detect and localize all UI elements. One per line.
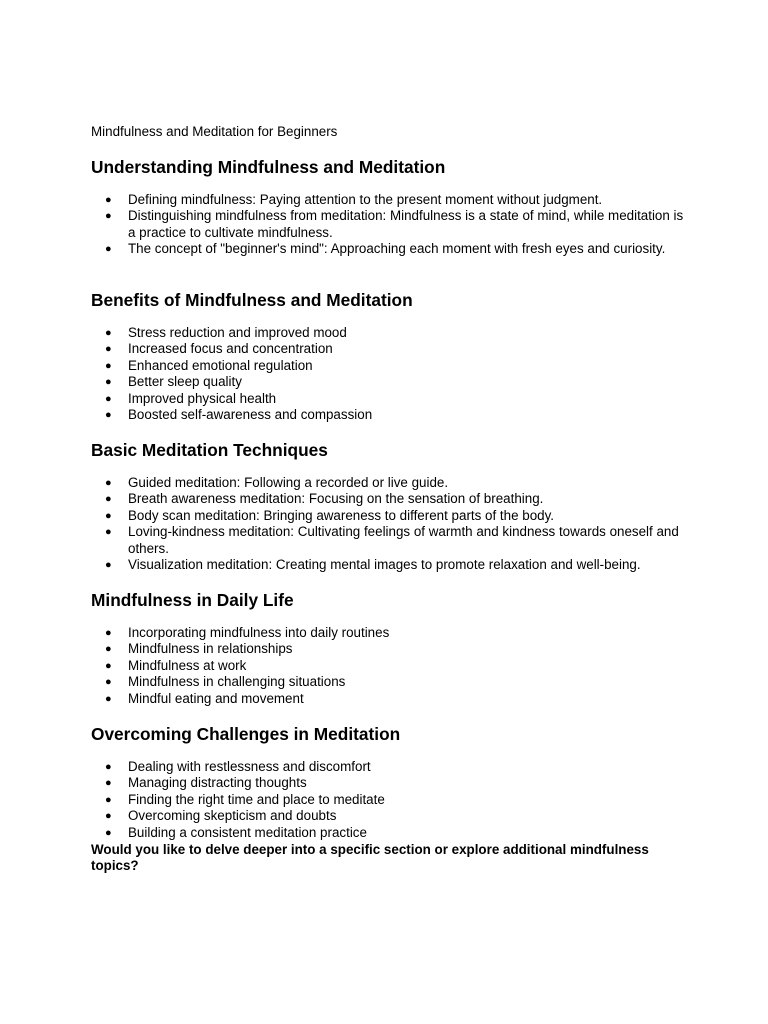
- bullet-icon: ●: [105, 376, 112, 389]
- list-item: [91, 691, 691, 707]
- list-item-text: Overcoming skepticism and doubts: [128, 808, 337, 824]
- bullet-list: [91, 759, 691, 841]
- list-item: [91, 825, 691, 841]
- list-item-text: Stress reduction and improved mood: [128, 325, 347, 340]
- list-item-text: Distinguishing mindfulness from meditation: Mindfulness is a state of mind, while meditation is a practice to cultivate mindfulness.: [128, 208, 684, 240]
- bullet-icon: ●: [105, 343, 112, 356]
- list-item-text: Guided meditation: Following a recorded or live guide.: [128, 475, 449, 490]
- bullet-icon: ●: [105, 692, 112, 705]
- section-understanding: [91, 156, 691, 258]
- bullet-list: [91, 192, 691, 258]
- bullet-icon: ●: [105, 659, 112, 672]
- list-item-text: Managing distracting thoughts: [128, 775, 307, 791]
- section-heading: Basic Meditation Techniques: [91, 440, 328, 460]
- list-item-text: Defining mindfulness: Paying attention to the present moment without judgment.: [128, 192, 603, 207]
- bullet-list: [91, 625, 691, 707]
- section-heading: Mindfulness in Daily Life: [91, 590, 294, 610]
- bullet-list: [91, 475, 691, 573]
- section-daily-life: [91, 589, 691, 707]
- section-heading: Benefits of Mindfulness and Meditation: [91, 290, 413, 310]
- list-item: [91, 792, 691, 808]
- list-item: [91, 524, 691, 557]
- section-benefits: [91, 289, 691, 423]
- list-item: [91, 325, 691, 341]
- list-item: [91, 491, 691, 507]
- list-item-text: Enhanced emotional regulation: [128, 357, 313, 373]
- list-item: [91, 192, 691, 208]
- list-item-text: Improved physical health: [128, 390, 277, 406]
- list-item-text: Breath awareness meditation: Focusing on the sensation of breathing.: [128, 491, 544, 507]
- list-item: [91, 374, 691, 390]
- list-item: [91, 341, 691, 357]
- list-item: [91, 241, 691, 257]
- list-item: [91, 475, 691, 491]
- bullet-icon: ●: [105, 327, 112, 339]
- bullet-icon: ●: [105, 761, 112, 773]
- section-techniques: [91, 439, 691, 573]
- list-item-text: Loving-kindness meditation: Cultivating feelings of warmth and kindness towards oneself and others.: [128, 524, 679, 556]
- list-item-text: Body scan meditation: Bringing awareness to different parts of the body.: [128, 507, 555, 523]
- list-item: [91, 641, 691, 657]
- list-item-text: Mindfulness at work: [128, 657, 247, 673]
- bullet-icon: ●: [105, 676, 112, 689]
- list-item: [91, 759, 691, 775]
- list-item: [91, 625, 691, 641]
- list-item-text: Visualization meditation: Creating mental images to promote relaxation and well-being.: [128, 557, 641, 573]
- list-item-text: Mindfulness in challenging situations: [128, 674, 346, 690]
- bullet-icon: ●: [105, 643, 112, 656]
- list-item: [91, 557, 691, 573]
- section-heading: Overcoming Challenges in Meditation: [91, 724, 401, 744]
- list-item-text: Boosted self-awareness and compassion: [128, 407, 373, 423]
- bullet-list: [91, 325, 691, 423]
- list-item: [91, 674, 691, 690]
- list-item-text: Increased focus and concentration: [128, 341, 333, 357]
- section-heading: Understanding Mindfulness and Meditation: [91, 157, 446, 177]
- bullet-icon: ●: [105, 810, 112, 823]
- list-item-text: Better sleep quality: [128, 374, 242, 390]
- list-item: [91, 407, 691, 423]
- list-item-text: Mindfulness in relationships: [128, 641, 293, 657]
- list-item-text: The concept of "beginner's mind": Approaching each moment with fresh eyes and curiosity.: [128, 241, 666, 257]
- bullet-icon: ●: [105, 392, 112, 405]
- closing-question: Would you like to delve deeper into a specific section or explore additional mindfulness topics?: [91, 842, 649, 874]
- section-challenges: [91, 723, 691, 841]
- list-item: [91, 508, 691, 524]
- document-title: Mindfulness and Meditation for Beginners: [91, 124, 338, 139]
- bullet-icon: ●: [105, 359, 112, 372]
- bullet-icon: ●: [105, 559, 112, 572]
- bullet-icon: ●: [105, 627, 112, 639]
- list-item: [91, 358, 691, 374]
- list-item: [91, 658, 691, 674]
- list-item-text: Dealing with restlessness and discomfort: [128, 759, 371, 774]
- list-item-text: Finding the right time and place to meditate: [128, 791, 385, 807]
- bullet-icon: ●: [105, 243, 112, 256]
- bullet-icon: ●: [105, 210, 112, 223]
- bullet-icon: ●: [105, 777, 112, 790]
- list-item-text: Building a consistent meditation practice: [128, 824, 367, 840]
- list-item-text: Mindful eating and movement: [128, 690, 304, 706]
- bullet-icon: ●: [105, 477, 112, 489]
- bullet-icon: ●: [105, 526, 112, 539]
- list-item: [91, 391, 691, 407]
- bullet-icon: ●: [105, 409, 112, 422]
- list-item-text: Incorporating mindfulness into daily routines: [128, 625, 390, 640]
- bullet-icon: ●: [105, 509, 112, 522]
- bullet-icon: ●: [105, 194, 112, 206]
- list-item: [91, 808, 691, 824]
- bullet-icon: ●: [105, 493, 112, 506]
- list-item: [91, 208, 691, 241]
- bullet-icon: ●: [105, 793, 112, 806]
- bullet-icon: ●: [105, 826, 112, 839]
- list-item: [91, 775, 691, 791]
